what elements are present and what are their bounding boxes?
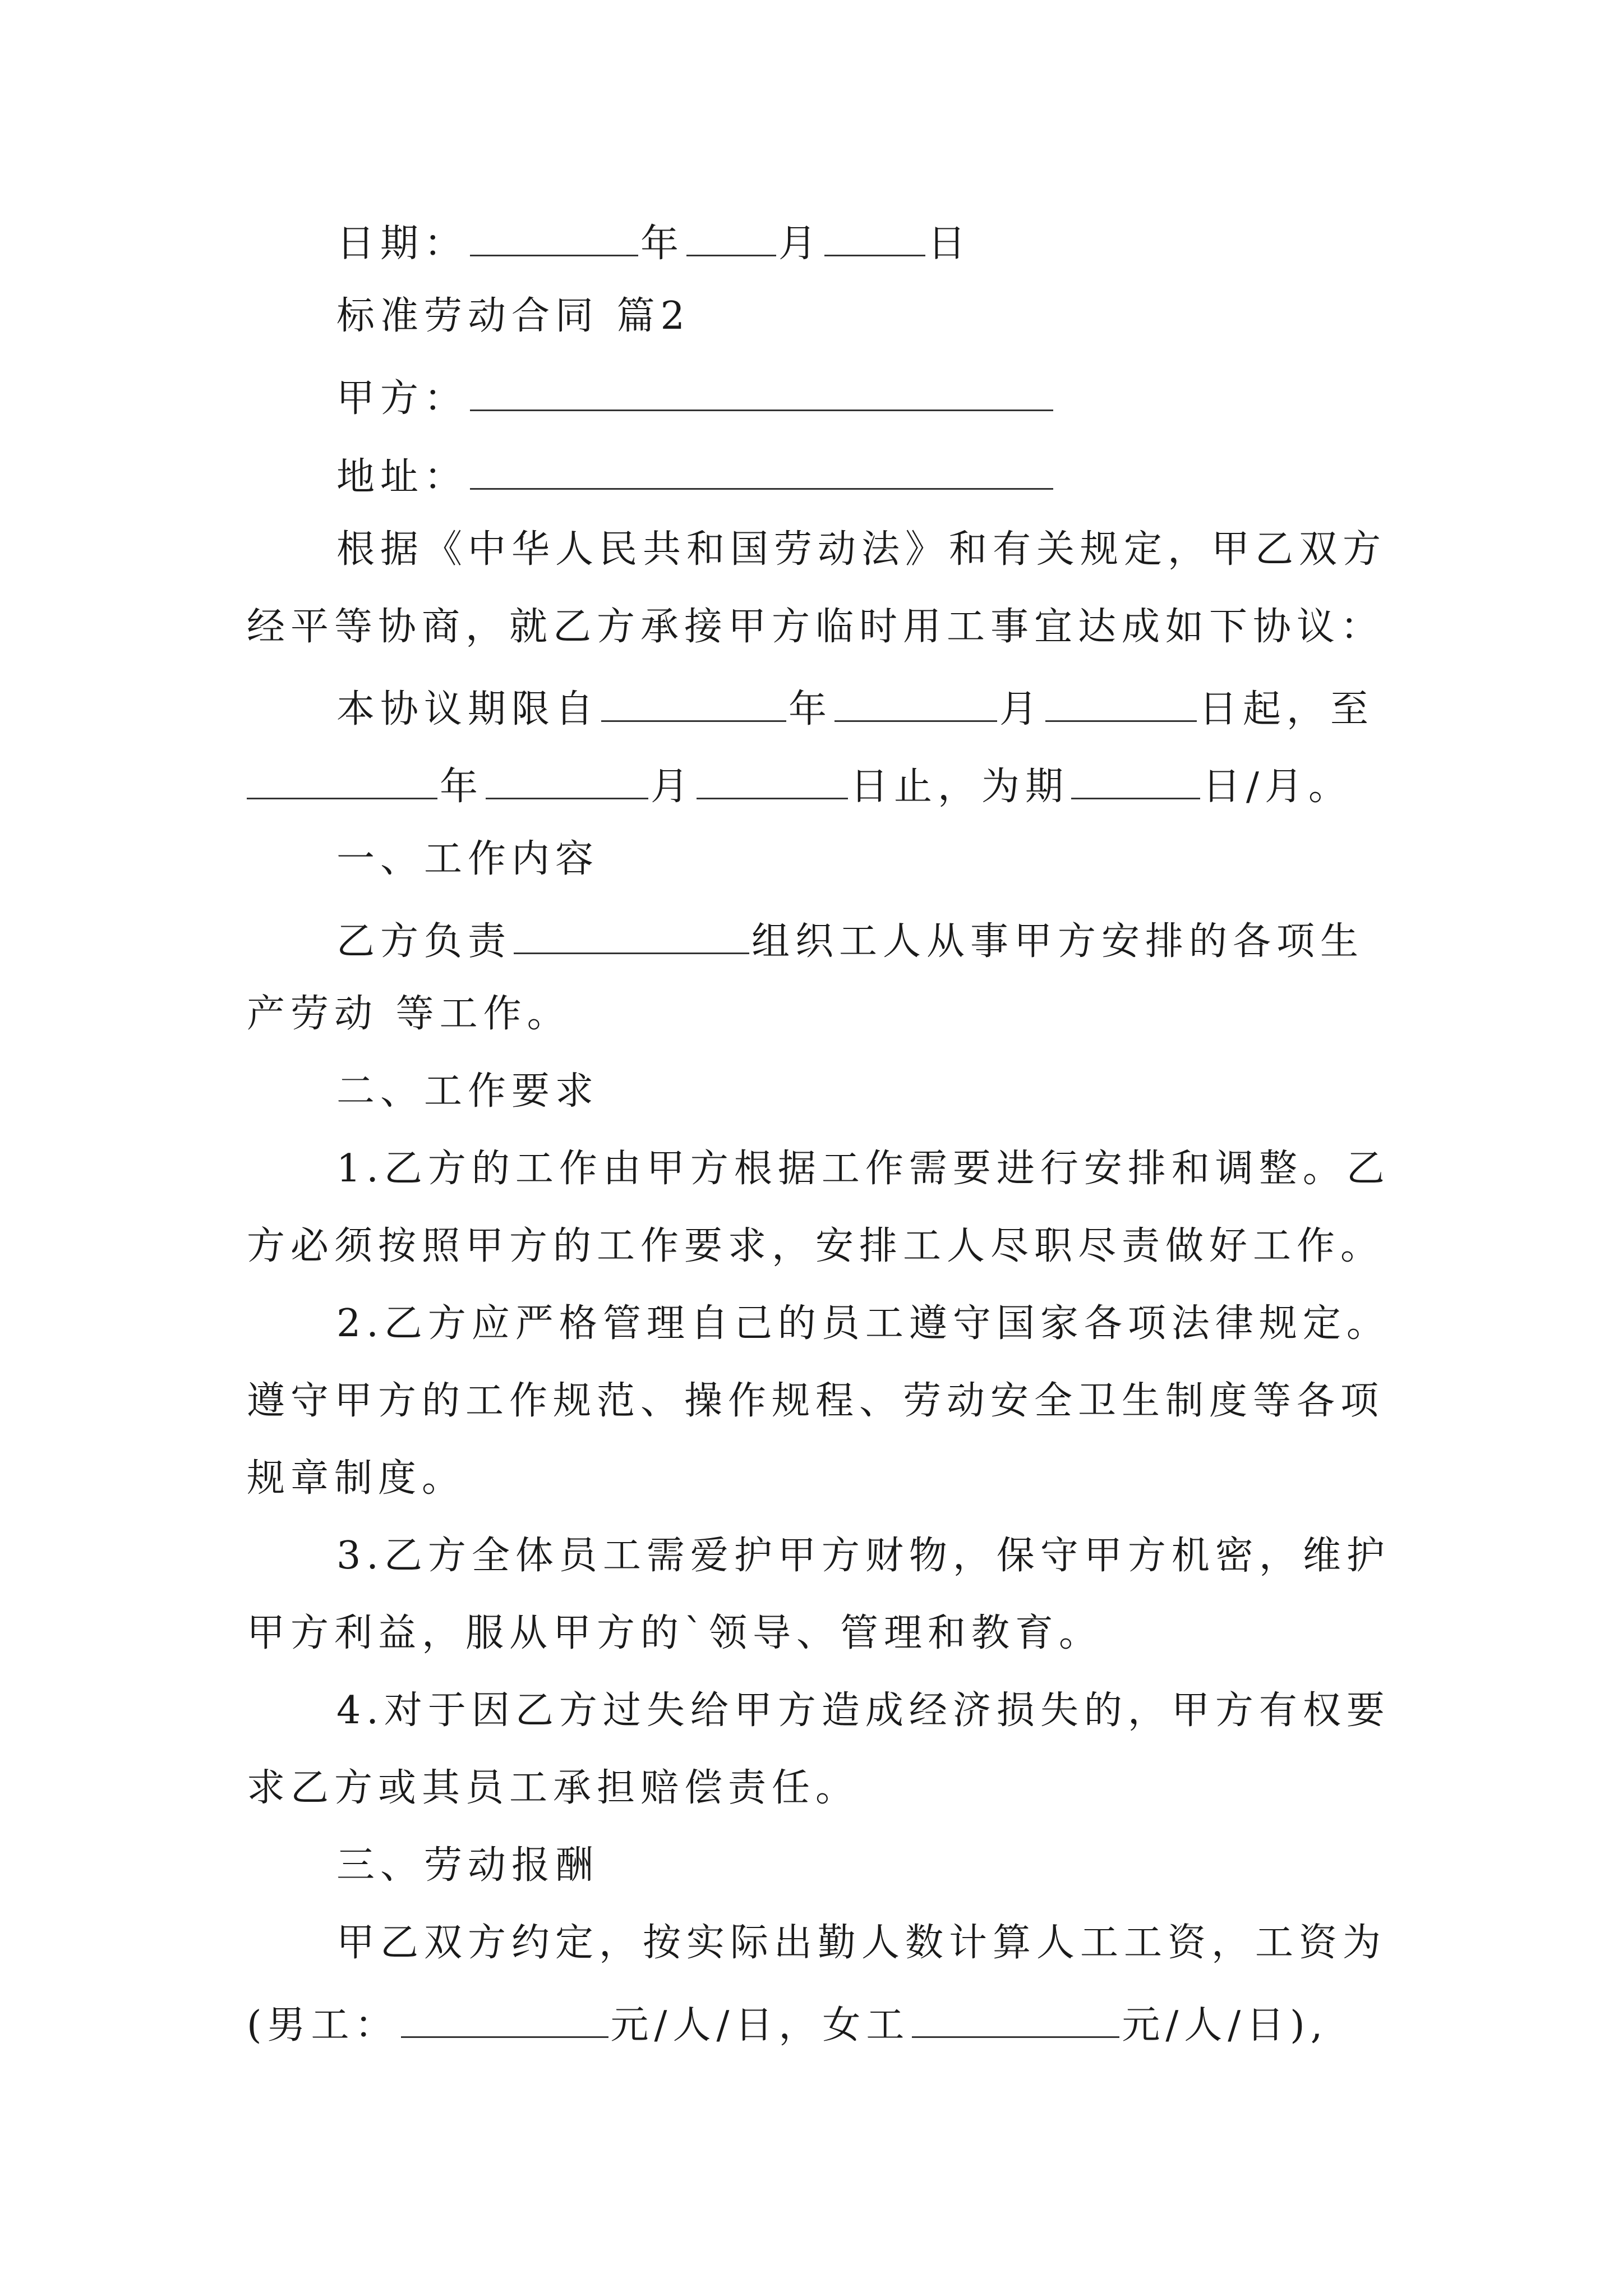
section3-text: 元/人/日), [1122, 2003, 1329, 2047]
intro-line-2: 经平等协商，就乙方承接甲方临时用工事宜达成如下协议： [247, 605, 1385, 649]
party-a-line [336, 375, 1055, 421]
day-blank [824, 220, 925, 256]
term-line-2 [247, 763, 1352, 809]
female-wage-blank [912, 2001, 1119, 2038]
address-blank [470, 453, 1053, 490]
term-blank [486, 763, 648, 799]
section2-line: 甲方利益，服从甲方的`领导、管理和教育。 [247, 1611, 1103, 1655]
document-title: 标准劳动合同 篇2 [336, 294, 690, 338]
term-blank [1071, 763, 1200, 799]
section2-line: 1.乙方的工作由甲方根据工作需要进行安排和调整。乙 [336, 1147, 1390, 1191]
term-line-1 [336, 685, 1374, 729]
section2-line: 2.乙方应严格管理自己的员工遵守国家各项法律规定。 [336, 1301, 1390, 1346]
year-blank [470, 220, 638, 256]
month-blank [686, 220, 776, 256]
day-label: 日 [928, 222, 972, 266]
section2-line: 求乙方或其员工承担赔偿责任。 [247, 1766, 860, 1810]
date-label: 日期： [336, 222, 468, 266]
term-text: 年 [440, 765, 484, 809]
party-a-label: 甲方： [336, 376, 468, 421]
section3-text: 元/人/日，女工 [610, 2003, 910, 2047]
section2-line: 方必须按照甲方的工作要求，安排工人尽职尽责做好工作。 [247, 1224, 1385, 1268]
section1-text: 乙方负责 [336, 919, 512, 964]
term-text: 日止，为期 [850, 765, 1069, 809]
male-wage-blank [401, 2001, 608, 2038]
party-a-blank [470, 375, 1053, 411]
term-blank [601, 685, 786, 722]
date-line [336, 220, 972, 266]
term-text: 本协议期限自 [336, 687, 600, 731]
term-text: 月 [651, 765, 695, 809]
year-label: 年 [640, 222, 685, 266]
section3-text: (男工： [247, 2003, 399, 2047]
section2-line: 4.对于因乙方过失给甲方造成经济损失的，甲方有权要 [336, 1688, 1390, 1733]
section3-line-2 [247, 2001, 1328, 2045]
address-line [336, 453, 1055, 499]
term-text: 月 [999, 687, 1044, 731]
term-blank [697, 763, 848, 799]
section1-line-1 [336, 918, 1364, 964]
term-blank [834, 685, 997, 722]
term-text: 年 [789, 687, 833, 731]
section2-line: 规章制度。 [247, 1456, 466, 1501]
address-label: 地址： [336, 455, 468, 499]
section3-line-1: 甲乙双方约定，按实际出勤人数计算人工工资，工资为 [336, 1921, 1387, 1965]
responsible-blank [514, 918, 749, 954]
section3-heading: 三、劳动报酬 [336, 1843, 600, 1888]
term-blank [247, 763, 437, 799]
intro-line-1: 根据《中华人民共和国劳动法》和有关规定，甲乙双方 [336, 527, 1387, 572]
section2-heading: 二、工作要求 [336, 1069, 600, 1114]
term-blank [1045, 685, 1197, 722]
section1-text: 组织工人从事甲方安排的各项生 [751, 919, 1364, 964]
month-label: 月 [778, 222, 823, 266]
term-text: 日起，至 [1199, 687, 1375, 731]
section2-line: 3.乙方全体员工需爱护甲方财物，保守甲方机密，维护 [336, 1534, 1390, 1578]
term-text: 日/月。 [1202, 765, 1352, 809]
section1-heading: 一、工作内容 [336, 837, 600, 881]
section1-line-2: 产劳动 等工作。 [247, 992, 571, 1036]
section2-line: 遵守甲方的工作规范、操作规程、劳动安全卫生制度等各项 [247, 1379, 1385, 1423]
